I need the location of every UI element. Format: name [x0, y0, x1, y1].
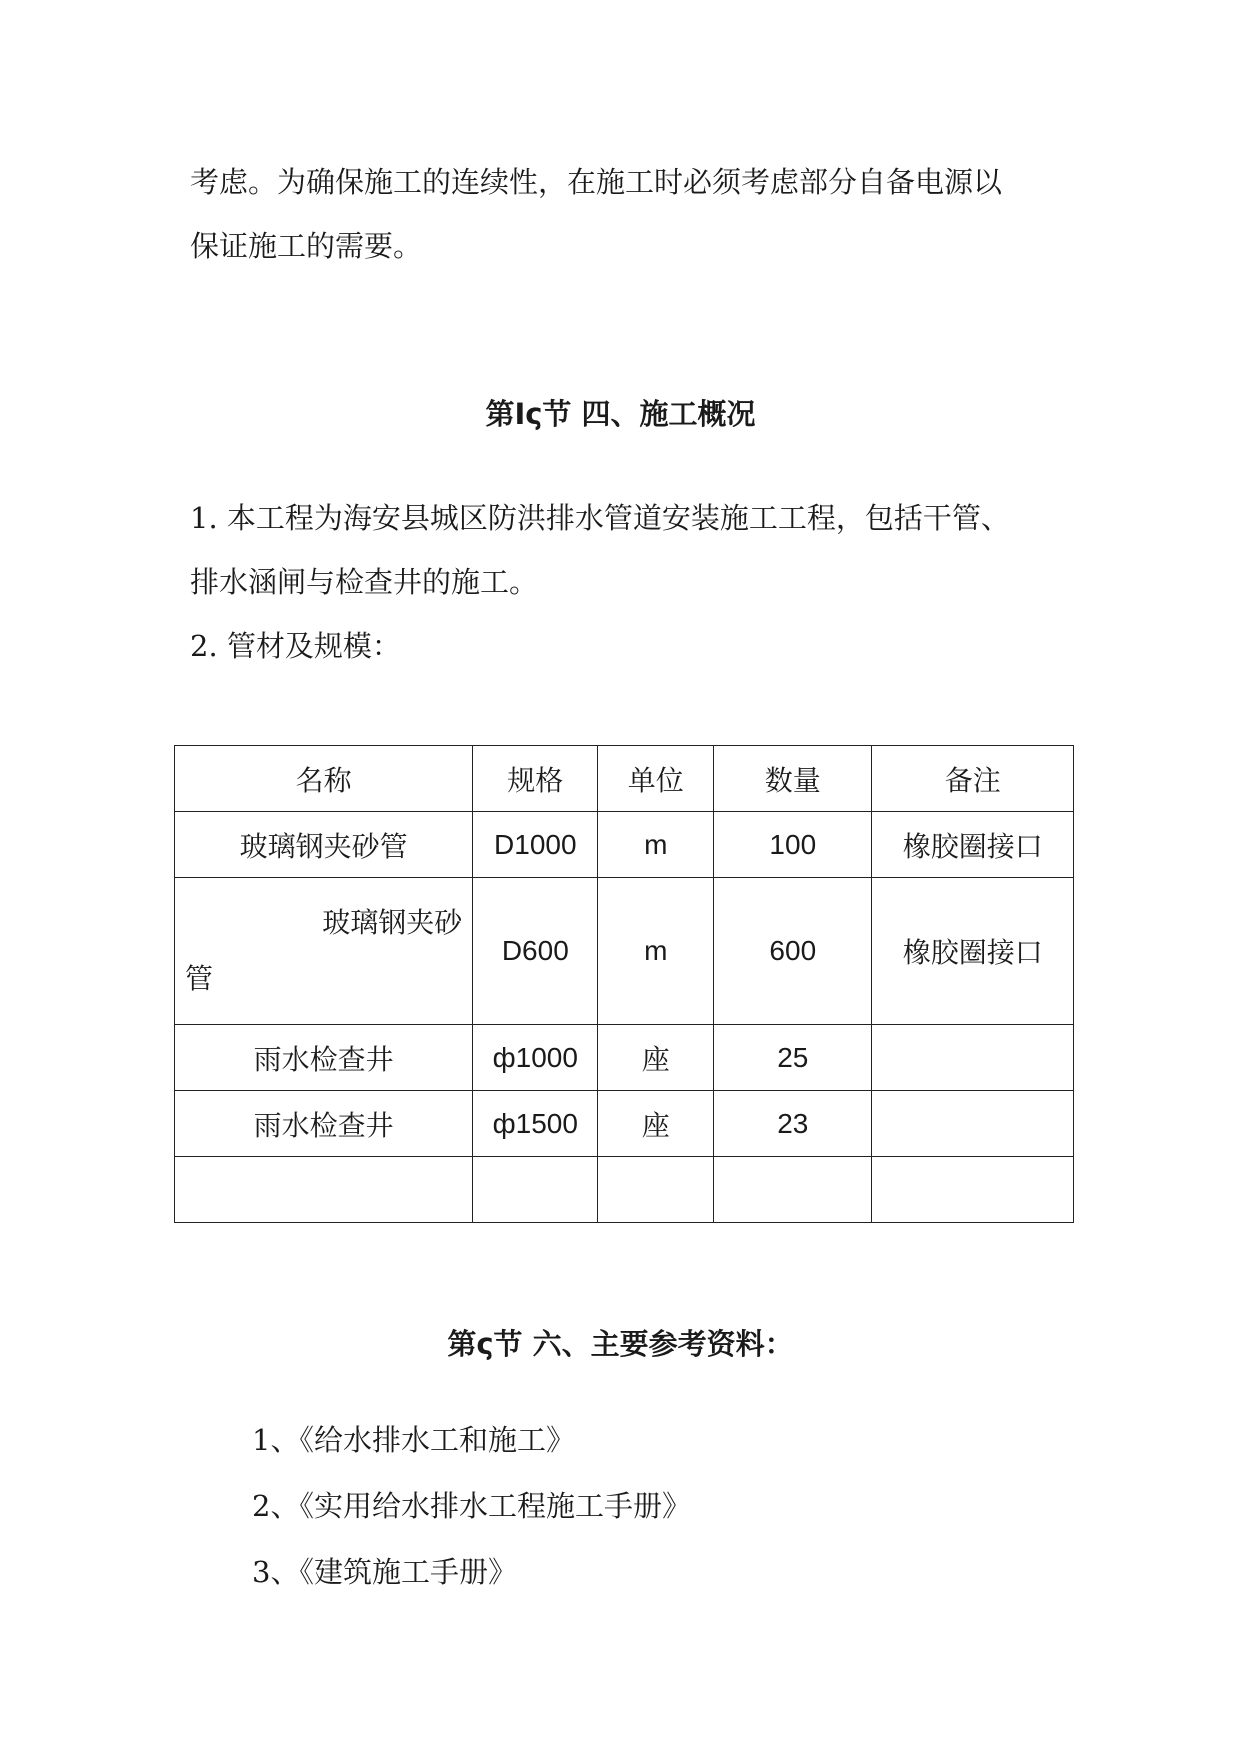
cell-unit: 座 — [598, 1091, 714, 1157]
intro-line-1: 考虑。为确保施工的连续性，在施工时必须考虑部分自备电源以 — [190, 165, 1003, 199]
header-qty: 数量 — [714, 746, 872, 812]
cell-name: 玻璃钢夹砂管 — [175, 812, 473, 878]
cell-name: 雨水检查井 — [175, 1025, 473, 1091]
header-note: 备注 — [872, 746, 1074, 812]
cell-note: 橡胶圈接口 — [872, 812, 1074, 878]
section-6-heading: 第ς节 六、主要参考资料： — [447, 1327, 794, 1361]
cell-name-part-1: 玻璃钢夹砂 — [322, 906, 463, 939]
cell-qty: 25 — [714, 1025, 872, 1091]
table-row — [175, 1157, 1074, 1223]
item-1-line-2: 排水涵闸与检查井的施工。 — [190, 565, 539, 599]
header-spec: 规格 — [473, 746, 598, 812]
table-header-row — [175, 746, 1074, 812]
cell-note — [872, 1091, 1074, 1157]
cell-name-part-2: 管 — [185, 962, 214, 995]
item-2-paragraph: 2. 管材及规模： — [190, 629, 401, 663]
table-row — [175, 1091, 1074, 1157]
reference-item: 2、《实用给水排水工程施工手册》 — [252, 1489, 691, 1523]
header-name: 名称 — [175, 746, 473, 812]
table-row — [175, 1025, 1074, 1091]
table-row — [175, 878, 1074, 1025]
cell-note — [872, 1157, 1074, 1223]
intro-line-2: 保证施工的需要。 — [190, 229, 423, 263]
item-1-line-1: 1. 本工程为海安县城区防洪排水管道安装施工工程，包括干管、 — [190, 501, 1010, 535]
cell-qty: 100 — [714, 812, 872, 878]
cell-qty: 600 — [714, 878, 872, 1025]
cell-unit — [598, 1157, 714, 1223]
reference-item: 3、《建筑施工手册》 — [252, 1555, 517, 1589]
cell-spec: ф1500 — [473, 1091, 598, 1157]
cell-name — [175, 878, 473, 1025]
reference-item: 1、《给水排水工和施工》 — [252, 1423, 575, 1457]
cell-spec: ф1000 — [473, 1025, 598, 1091]
cell-unit: 座 — [598, 1025, 714, 1091]
header-unit: 单位 — [598, 746, 714, 812]
cell-qty: 23 — [714, 1091, 872, 1157]
cell-spec: D1000 — [473, 812, 598, 878]
section-4-heading: 第Iς节 四、施工概况 — [485, 397, 756, 431]
intro-paragraph — [190, 150, 1070, 278]
cell-note: 橡胶圈接口 — [872, 878, 1074, 1025]
cell-spec — [473, 1157, 598, 1223]
cell-name: 雨水检查井 — [175, 1091, 473, 1157]
cell-name — [175, 1157, 473, 1223]
table-row — [175, 812, 1074, 878]
cell-spec: D600 — [473, 878, 598, 1025]
pipe-spec-table — [174, 745, 1074, 1223]
cell-qty — [714, 1157, 872, 1223]
cell-unit: m — [598, 878, 714, 1025]
item-1-paragraph — [190, 486, 1070, 614]
cell-note — [872, 1025, 1074, 1091]
cell-unit: m — [598, 812, 714, 878]
